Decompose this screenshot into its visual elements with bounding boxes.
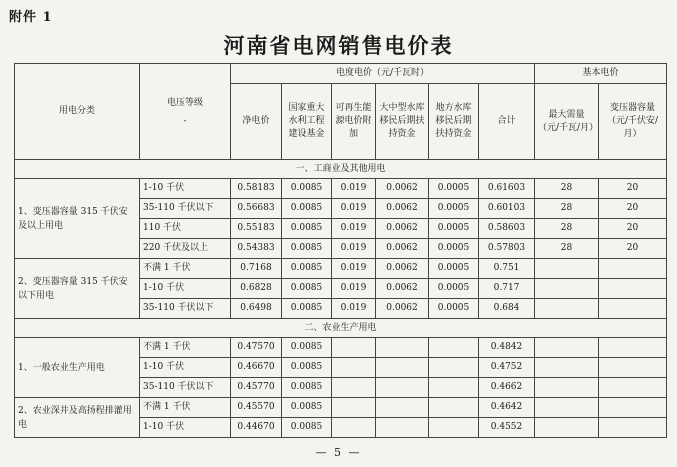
fund-water-cell: 0.0085: [282, 239, 332, 259]
header-transformer: 变压器容量（元/千伏安/月）: [599, 84, 667, 160]
fund-local-reservoir-cell: 0.0005: [429, 239, 479, 259]
total-cell: 0.684: [479, 299, 535, 319]
fund-large-reservoir-cell: [376, 418, 429, 438]
category-cell: 1、变压器容量 315 千伏安及以上用电: [15, 179, 140, 259]
header-category: 用电分类: [15, 64, 140, 160]
fund-water-cell: 0.0085: [282, 259, 332, 279]
max-demand-cell: [535, 398, 599, 418]
total-cell: 0.751: [479, 259, 535, 279]
header-voltage: [140, 64, 231, 160]
fund-large-reservoir-cell: 0.0062: [376, 279, 429, 299]
fund-water-cell: 0.0085: [282, 418, 332, 438]
total-cell: 0.4662: [479, 378, 535, 398]
max-demand-cell: [535, 378, 599, 398]
section-row: [15, 160, 667, 179]
max-demand-cell: 28: [535, 199, 599, 219]
fund-local-reservoir-cell: [429, 398, 479, 418]
fund-renewable-cell: 0.019: [332, 259, 376, 279]
total-cell: 0.4552: [479, 418, 535, 438]
max-demand-cell: [535, 259, 599, 279]
fund-water-cell: 0.0085: [282, 378, 332, 398]
total-cell: 0.60103: [479, 199, 535, 219]
fund-local-reservoir-cell: 0.0005: [429, 179, 479, 199]
header-energy-price: 电度电价（元/千瓦时）: [231, 64, 535, 84]
max-demand-cell: 28: [535, 179, 599, 199]
fund-local-reservoir-cell: 0.0005: [429, 299, 479, 319]
fund-large-reservoir-cell: 0.0062: [376, 259, 429, 279]
total-cell: 0.717: [479, 279, 535, 299]
fund-local-reservoir-cell: 0.0005: [429, 219, 479, 239]
fund-large-reservoir-cell: 0.0062: [376, 219, 429, 239]
fund-renewable-cell: 0.019: [332, 199, 376, 219]
transformer-cell: 20: [599, 219, 667, 239]
max-demand-cell: 28: [535, 219, 599, 239]
net-price-cell: 0.56683: [231, 199, 282, 219]
section-title: 一、工商业及其他用电: [15, 160, 667, 179]
voltage-cell: 220 千伏及以上: [140, 239, 231, 259]
transformer-cell: [599, 338, 667, 358]
fund-local-reservoir-cell: [429, 358, 479, 378]
header-fund-local-reservoir: 地方水库移民后期扶持资金: [429, 84, 479, 160]
voltage-cell: 不满 1 千伏: [140, 398, 231, 418]
voltage-cell: 110 千伏: [140, 219, 231, 239]
fund-large-reservoir-cell: 0.0062: [376, 239, 429, 259]
transformer-cell: 20: [599, 199, 667, 219]
voltage-cell: 35-110 千伏以下: [140, 199, 231, 219]
table-row: [15, 398, 667, 418]
transformer-cell: [599, 418, 667, 438]
voltage-cell: 1-10 千伏: [140, 279, 231, 299]
net-price-cell: 0.46670: [231, 358, 282, 378]
max-demand-cell: [535, 338, 599, 358]
total-cell: 0.4842: [479, 338, 535, 358]
category-cell: 2、农业深井及高扬程排灌用电: [15, 398, 140, 438]
header-base-price: 基本电价: [535, 64, 667, 84]
table-row: [15, 179, 667, 199]
section-title: 二、农业生产用电: [15, 319, 667, 338]
fund-local-reservoir-cell: [429, 338, 479, 358]
table-row: [15, 259, 667, 279]
voltage-cell: 1-10 千伏: [140, 418, 231, 438]
voltage-cell: 35-110 千伏以下: [140, 378, 231, 398]
header-voltage-mark: -: [183, 116, 187, 125]
net-price-cell: 0.6498: [231, 299, 282, 319]
fund-renewable-cell: [332, 418, 376, 438]
voltage-cell: 35-110 千伏以下: [140, 299, 231, 319]
fund-renewable-cell: [332, 338, 376, 358]
net-price-cell: 0.7168: [231, 259, 282, 279]
fund-large-reservoir-cell: [376, 398, 429, 418]
net-price-cell: 0.54383: [231, 239, 282, 259]
header-total: 合计: [479, 84, 535, 160]
max-demand-cell: [535, 418, 599, 438]
document-title: 河南省电网销售电价表: [223, 33, 454, 58]
fund-renewable-cell: 0.019: [332, 279, 376, 299]
transformer-cell: 20: [599, 239, 667, 259]
fund-water-cell: 0.0085: [282, 179, 332, 199]
net-price-cell: 0.47570: [231, 338, 282, 358]
fund-local-reservoir-cell: [429, 418, 479, 438]
net-price-cell: 0.44670: [231, 418, 282, 438]
fund-large-reservoir-cell: 0.0062: [376, 199, 429, 219]
fund-water-cell: 0.0085: [282, 358, 332, 378]
fund-local-reservoir-cell: 0.0005: [429, 279, 479, 299]
fund-renewable-cell: [332, 398, 376, 418]
fund-large-reservoir-cell: [376, 338, 429, 358]
net-price-cell: 0.6828: [231, 279, 282, 299]
fund-large-reservoir-cell: 0.0062: [376, 299, 429, 319]
fund-local-reservoir-cell: 0.0005: [429, 199, 479, 219]
fund-local-reservoir-cell: [429, 378, 479, 398]
transformer-cell: 20: [599, 179, 667, 199]
fund-renewable-cell: [332, 358, 376, 378]
header-fund-renewable: 可再生能源电价附加: [332, 84, 376, 160]
transformer-cell: [599, 358, 667, 378]
header-net-price: 净电价: [231, 84, 282, 160]
net-price-cell: 0.45570: [231, 398, 282, 418]
attachment-label: 附件 1: [9, 10, 53, 25]
price-table: [14, 63, 667, 438]
total-cell: 0.4752: [479, 358, 535, 378]
fund-local-reservoir-cell: 0.0005: [429, 259, 479, 279]
fund-renewable-cell: 0.019: [332, 239, 376, 259]
category-cell: 1、一般农业生产用电: [15, 338, 140, 398]
total-cell: 0.58603: [479, 219, 535, 239]
fund-renewable-cell: 0.019: [332, 219, 376, 239]
transformer-cell: [599, 299, 667, 319]
section-row: [15, 319, 667, 338]
net-price-cell: 0.58183: [231, 179, 282, 199]
transformer-cell: [599, 398, 667, 418]
total-cell: 0.61603: [479, 179, 535, 199]
transformer-cell: [599, 279, 667, 299]
net-price-cell: 0.45770: [231, 378, 282, 398]
transformer-cell: [599, 259, 667, 279]
header-fund-large-reservoir: 大中型水库移民后期扶持资金: [376, 84, 429, 160]
net-price-cell: 0.55183: [231, 219, 282, 239]
transformer-cell: [599, 378, 667, 398]
total-cell: 0.4642: [479, 398, 535, 418]
voltage-cell: 1-10 千伏: [140, 179, 231, 199]
max-demand-cell: [535, 279, 599, 299]
voltage-cell: 1-10 千伏: [140, 358, 231, 378]
max-demand-cell: 28: [535, 239, 599, 259]
voltage-cell: 不满 1 千伏: [140, 338, 231, 358]
fund-water-cell: 0.0085: [282, 398, 332, 418]
header-max-demand: 最大需量（元/千瓦/月）: [535, 84, 599, 160]
header-voltage-label: 电压等级: [166, 98, 203, 108]
voltage-cell: 不满 1 千伏: [140, 259, 231, 279]
max-demand-cell: [535, 358, 599, 378]
total-cell: 0.57803: [479, 239, 535, 259]
max-demand-cell: [535, 299, 599, 319]
fund-water-cell: 0.0085: [282, 338, 332, 358]
fund-large-reservoir-cell: [376, 358, 429, 378]
fund-water-cell: 0.0085: [282, 219, 332, 239]
page-number: — 5 —: [315, 446, 362, 459]
category-cell: 2、变压器容量 315 千伏安以下用电: [15, 259, 140, 319]
fund-renewable-cell: 0.019: [332, 179, 376, 199]
header-fund-water: 国家重大水利工程建设基金: [282, 84, 332, 160]
fund-renewable-cell: 0.019: [332, 299, 376, 319]
fund-large-reservoir-cell: 0.0062: [376, 179, 429, 199]
fund-water-cell: 0.0085: [282, 299, 332, 319]
fund-large-reservoir-cell: [376, 378, 429, 398]
fund-renewable-cell: [332, 378, 376, 398]
fund-water-cell: 0.0085: [282, 279, 332, 299]
table-row: [15, 338, 667, 358]
fund-water-cell: 0.0085: [282, 199, 332, 219]
